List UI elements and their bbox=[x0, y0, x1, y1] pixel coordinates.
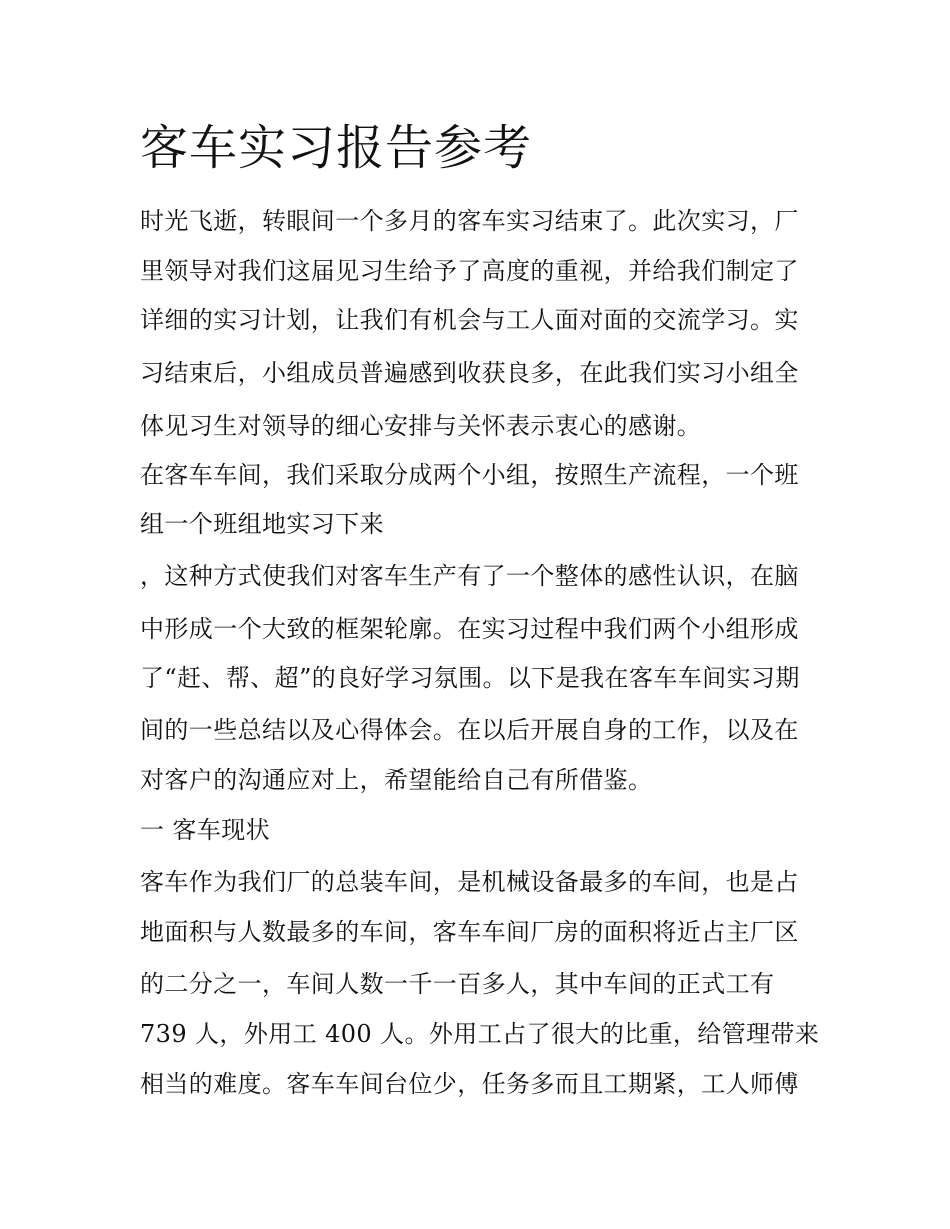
body-line: 中形成一个大致的框架轮廓。在实习过程中我们两个小组形成 bbox=[140, 615, 799, 643]
document-title: 客车实习报告参考 bbox=[140, 120, 533, 176]
body-line: 在客车车间，我们采取分成两个小组，按照生产流程，一个班 bbox=[140, 461, 799, 489]
body-line: 地面积与人数最多的车间，客车车间厂房的面积将近占主厂区 bbox=[140, 918, 799, 946]
body-line: 了“赶、帮、超”的良好学习氛围。以下是我在客车车间实习期 bbox=[140, 664, 800, 692]
body-line: 相当的难度。客车车间台位少，任务多而且工期紧，工人师傅 bbox=[140, 1070, 799, 1098]
body-line: 习结束后，小组成员普遍感到收获良多，在此我们实习小组全 bbox=[140, 359, 799, 387]
body-line: 组一个班组地实习下来 bbox=[140, 510, 384, 538]
body-line: 对客户的沟通应对上，希望能给自己有所借鉴。 bbox=[140, 766, 653, 794]
body-line: ，这种方式使我们对客车生产有了一个整体的感性认识，在脑 bbox=[140, 562, 799, 590]
body-line: 间的一些总结以及心得体会。在以后开展自身的工作，以及在 bbox=[140, 716, 799, 744]
section-heading: 一 客车现状 bbox=[140, 816, 271, 844]
body-line: 时光飞逝，转眼间一个多月的客车实习结束了。此次实习，厂 bbox=[140, 207, 799, 235]
body-line: 体见习生对领导的细心安排与关怀表示衷心的感谢。 bbox=[140, 412, 702, 440]
body-line: 客车作为我们厂的总装车间，是机械设备最多的车间，也是占 bbox=[140, 868, 799, 896]
body-line: 739 人，外用工 400 人。外用工占了很大的比重，给管理带来 bbox=[140, 1020, 820, 1048]
body-line: 的二分之一，车间人数一千一百多人，其中车间的正式工有 bbox=[140, 970, 775, 998]
body-line: 详细的实习计划，让我们有机会与工人面对面的交流学习。实 bbox=[140, 306, 799, 334]
body-line: 里领导对我们这届见习生给予了高度的重视，并给我们制定了 bbox=[140, 257, 799, 285]
